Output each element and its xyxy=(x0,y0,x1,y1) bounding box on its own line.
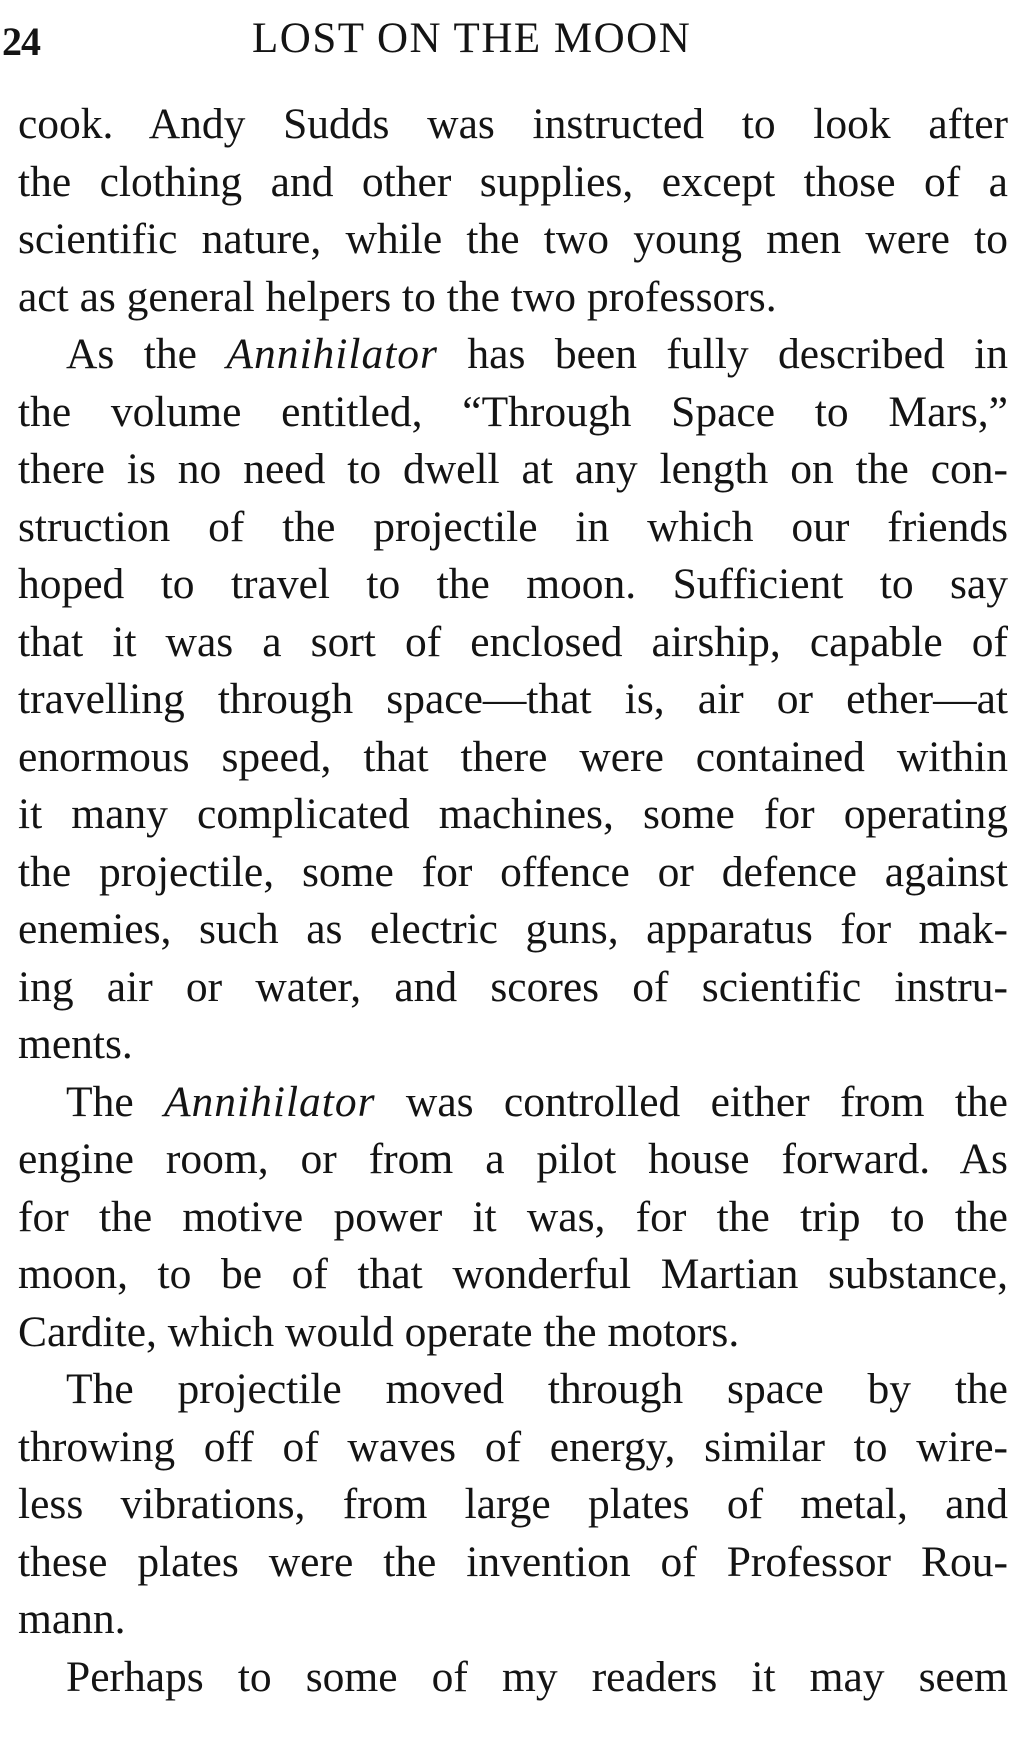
text-fragment: The xyxy=(66,1077,164,1126)
text-line: less vibrations, from large plates of metal, and xyxy=(18,1480,1008,1528)
text-line: it many complicated machines, some for operating xyxy=(18,790,1008,838)
text-line: enemies, such as electric guns, apparatus for mak- xyxy=(18,905,1008,953)
text-line: struction of the projectile in which our friends xyxy=(18,502,1008,551)
text-fragment: As the xyxy=(66,330,227,378)
text-line: The projectile moved through space by the xyxy=(66,1365,1008,1413)
text-line: Cardite, which would operate the motors. xyxy=(18,1307,740,1356)
text-line: ments. xyxy=(18,1020,133,1068)
text-line: hoped to travel to the moon. Sufficient to say xyxy=(18,560,1008,608)
paragraph-3 xyxy=(18,1074,1008,1362)
text-line: the projectile, some for offence or defence against xyxy=(18,847,1008,896)
text-line: the volume entitled, “Through Space to Mars,” xyxy=(18,387,1008,436)
text-line: for the motive power it was, for the trip to the xyxy=(18,1192,1008,1241)
ship-name: Annihilator xyxy=(163,1077,376,1126)
text-line: Perhaps to some of my readers it may seem xyxy=(66,1652,1008,1701)
text-line: throwing off of waves of energy, similar to wire- xyxy=(18,1422,1008,1471)
text-line xyxy=(18,326,1008,384)
text-line: that it was a sort of enclosed airship, capable of xyxy=(18,617,1008,666)
text-line: enormous speed, that there were contained within xyxy=(18,732,1008,781)
text-fragment: was controlled either from the xyxy=(375,1077,1008,1126)
paragraph-4 xyxy=(18,1361,1008,1649)
text-line: these plates were the invention of Professor Rou- xyxy=(18,1537,1008,1586)
paragraph-1 xyxy=(18,96,1008,326)
text-line: scientific nature, while the two young men were to xyxy=(18,215,1008,263)
paragraph-5 xyxy=(18,1649,1008,1707)
text-fragment: has been fully described in xyxy=(437,330,1008,378)
ship-name: Annihilator xyxy=(226,330,438,378)
text-line: cook. Andy Sudds was instructed to look after xyxy=(18,100,1008,148)
page-number: 24 xyxy=(2,19,40,64)
text-line xyxy=(18,1074,1008,1132)
text-line: travelling through space—that is, air or ether—at xyxy=(18,675,1008,723)
text-line: ing air or water, and scores of scientific instru- xyxy=(18,962,1008,1011)
text-line: act as general helpers to the two professors. xyxy=(18,272,777,321)
text-line: mann. xyxy=(18,1595,126,1643)
text-line: the clothing and other supplies, except those of a xyxy=(18,157,1008,206)
paragraph-2 xyxy=(18,326,1008,1074)
text-line: engine room, or from a pilot house forward. As xyxy=(18,1135,1008,1183)
text-line: there is no need to dwell at any length on the con- xyxy=(18,445,1008,493)
body-text xyxy=(18,96,1008,1706)
running-head xyxy=(0,14,1030,70)
running-title: LOST ON THE MOON xyxy=(252,15,692,62)
text-line: moon, to be of that wonderful Martian substance, xyxy=(18,1250,1008,1298)
